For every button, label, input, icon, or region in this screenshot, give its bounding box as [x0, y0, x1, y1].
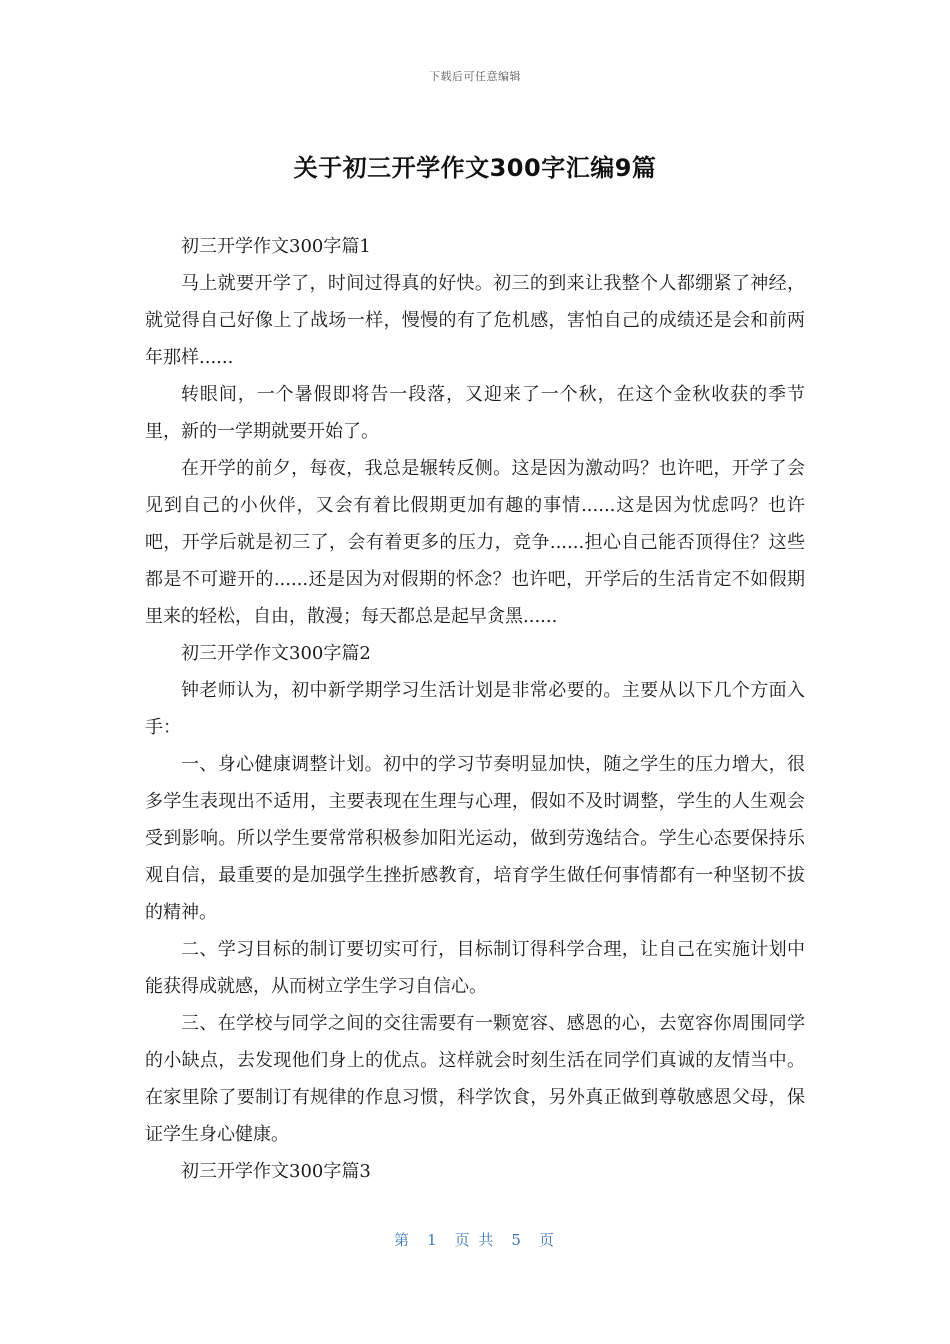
document-body: [145, 228, 805, 1190]
page-footer: [0, 1229, 950, 1250]
footer-prefix: 第: [394, 1231, 412, 1249]
header-note: 下载后可任意编辑: [429, 70, 521, 83]
paragraph: 一、身心健康调整计划。初中的学习节奏明显加快，随之学生的压力增大，很多学生表现出不适用，主要表现在生理与心理，假如不及时调整，学生的人生观会受到影响。所以学生要常常积极参加阳光运动，做到劳逸结合。学生心态要保持乐观自信，最重要的是加强学生挫折感教育，培育学生做任何事情都有一种坚韧不拔的精神。: [145, 754, 805, 923]
total-page-count: 5: [511, 1231, 523, 1249]
paragraph: 三、在学校与同学之间的交往需要有一颗宽容、感恩的心，去宽容你周围同学的小缺点，去发现他们身上的优点。这样就会时刻生活在同学们真诚的友情当中。在家里除了要制订有规律的作息习惯，科学饮食，另外真正做到尊敬感恩父母，保证学生身心健康。: [145, 1013, 805, 1145]
footer-middle: 页 共: [454, 1231, 496, 1249]
paragraph: 二、学习目标的制订要切实可行，目标制订得科学合理，让自己在实施计划中能获得成就感，从而树立学生学习自信心。: [145, 939, 805, 997]
current-page-number: 1: [427, 1231, 439, 1249]
paragraph: 转眼间，一个暑假即将告一段落，又迎来了一个秋，在这个金秋收获的季节里，新的一学期就要开始了。: [145, 384, 805, 442]
paragraph: 马上就要开学了，时间过得真的好快。初三的到来让我整个人都绷紧了神经，就觉得自己好像上了战场一样，慢慢的有了危机感，害怕自己的成绩还是会和前两年那样......: [145, 273, 805, 368]
paragraph: 钟老师认为，初中新学期学习生活计划是非常必要的。主要从以下几个方面入手：: [145, 680, 805, 738]
paragraph: 在开学的前夕，每夜，我总是辗转反侧。这是因为激动吗？也许吧，开学了会见到自己的小伙伴，又会有着比假期更加有趣的事情......这是因为忧虑吗？也许吧，开学后就是初三了，会有着更多的压力，竞争......担心自己能否顶得住？这些都是不可避开的......还是因为对假期的怀念？也许吧，开学后的生活肯定不如假期里来的轻松，自由，散漫；每天都总是起早贪黑......: [145, 458, 805, 627]
section-heading-2: 初三开学作文300字篇2: [181, 643, 371, 664]
footer-suffix: 页: [538, 1231, 556, 1249]
document-title: 关于初三开学作文300字汇编9篇: [293, 154, 657, 182]
section-heading-3: 初三开学作文300字篇3: [181, 1161, 371, 1182]
section-heading-1: 初三开学作文300字篇1: [181, 236, 371, 257]
